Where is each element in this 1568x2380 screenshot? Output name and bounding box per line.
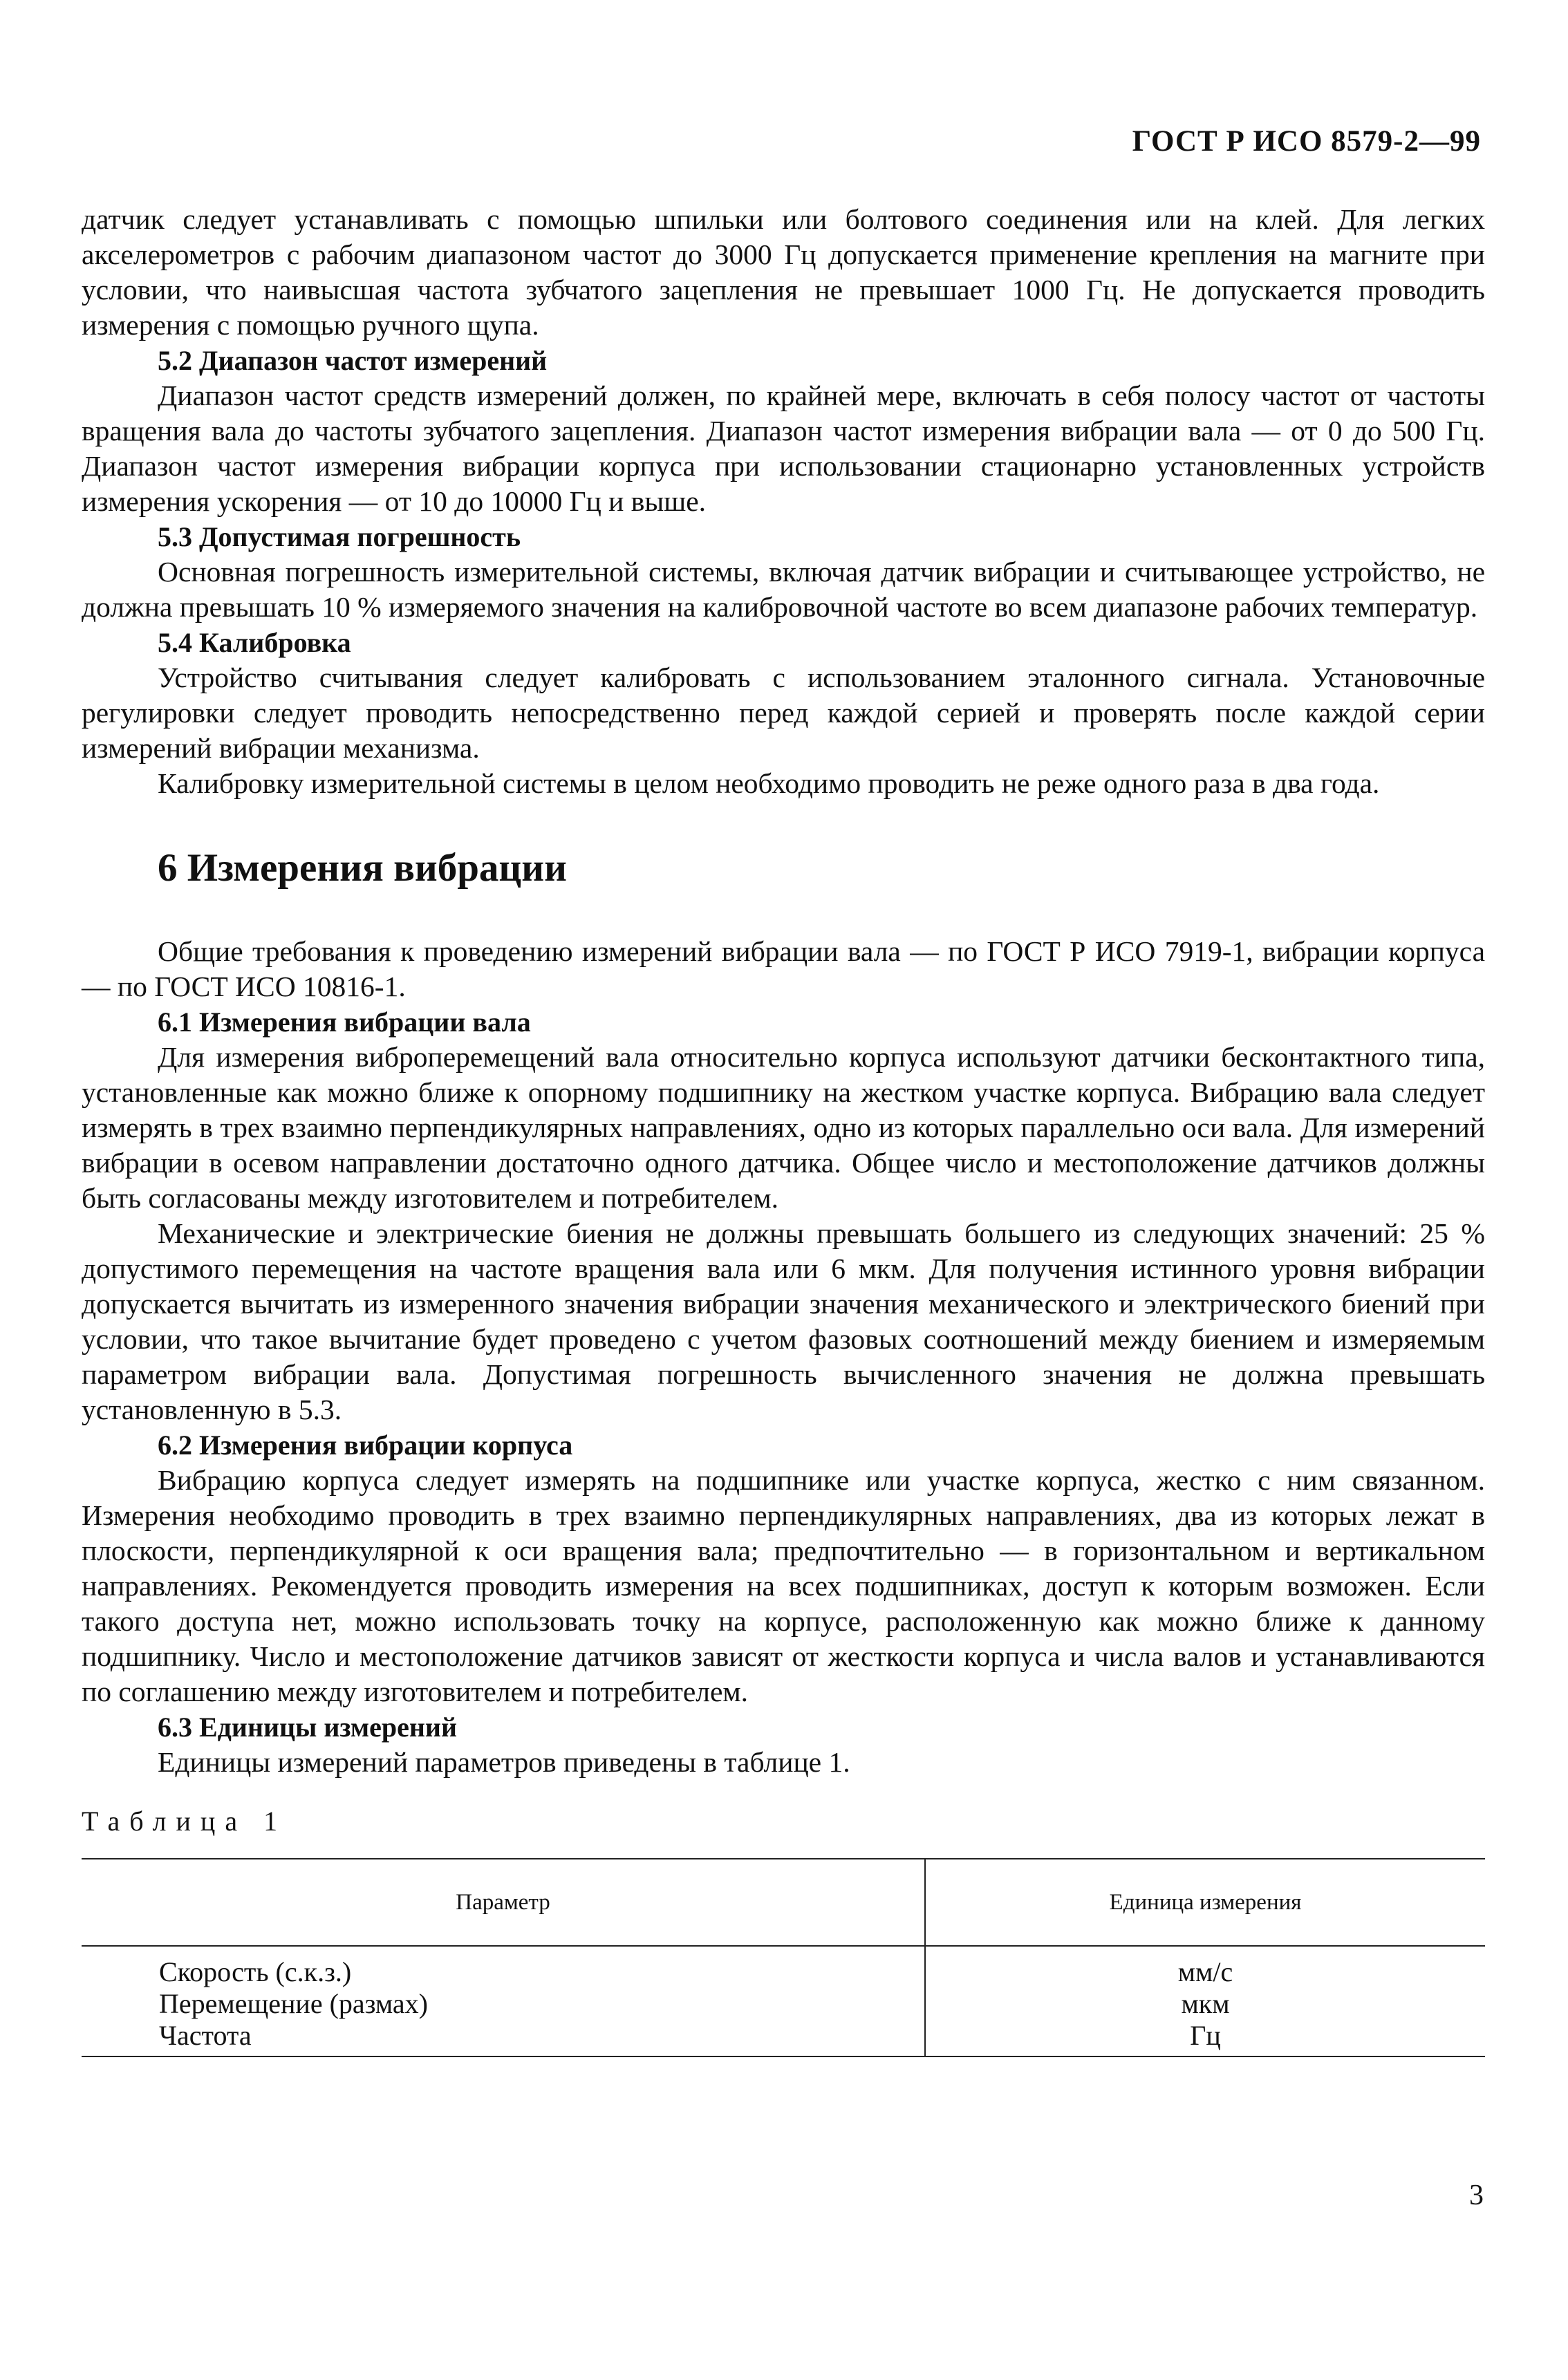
page-number: 3 bbox=[1469, 2180, 1484, 2211]
table-caption: Таблица 1 bbox=[82, 1806, 288, 1837]
section-6-2-heading: 6.2 Измерения вибрации корпуса bbox=[158, 1430, 573, 1461]
section-5-2-heading: 5.2 Диапазон частот измерений bbox=[158, 345, 548, 376]
unit-frequency: Гц bbox=[1190, 2020, 1221, 2051]
section-5-3-heading: 5.3 Допустимая погрешность bbox=[158, 521, 521, 552]
section-spacer bbox=[82, 892, 1485, 934]
table-row bbox=[82, 1946, 1485, 2056]
section-5-4-text-1: Устройство считывания следует калибровать с использованием эталонного сигнала. Установочные регулировки следует проводить непосредственно перед каждой серией и проверять после каждой серии измерений вибрации механизма. bbox=[82, 662, 1485, 764]
section-5-3-text: Основная погрешность измерительной системы, включая датчик вибрации и считывающее устройство, не должна превышать 10 % измеряемого значения на калибровочной частоте во всем диапазоне рабочих температур. bbox=[82, 556, 1485, 623]
units-table bbox=[82, 1858, 1485, 2057]
section-5-4-heading: 5.4 Калибровка bbox=[158, 627, 351, 658]
document-body bbox=[82, 202, 1485, 2057]
table-header-row bbox=[82, 1859, 1485, 1946]
section-6-1-heading: 6.1 Измерения вибрации вала bbox=[158, 1006, 531, 1038]
table-unit-cell bbox=[925, 1946, 1485, 2056]
section-6-3-text: Единицы измерений параметров приведены в таблице 1. bbox=[158, 1746, 850, 1778]
unit-displacement: мкм bbox=[1181, 1988, 1230, 2019]
parameter-frequency: Частота bbox=[159, 2020, 252, 2051]
section-6-3-heading: 6.3 Единицы измерений bbox=[158, 1712, 458, 1743]
table-header-parameter: Параметр bbox=[82, 1859, 925, 1946]
parameter-velocity: Скорость (с.к.з.) bbox=[159, 1956, 352, 1987]
section-5-4-text-2: Калибровку измерительной системы в целом необходимо проводить не реже одного раза в два года. bbox=[158, 767, 1380, 799]
table-parameter-cell bbox=[82, 1946, 925, 2056]
section-6-1-text-1: Для измерения виброперемещений вала относительно корпуса используют датчики бесконтактного типа, установленные как можно ближе к опорному подшипнику на жестком участке корпуса. Вибрацию вала следует измерять в трех взаимно перпендикулярных направлениях, одно из которых параллельно оси вала. Для измерений вибрации в осевом направлении достаточно одного датчика. Общее число и местоположение датчиков должны быть согласованы между изготовителем и потребителем. bbox=[82, 1041, 1485, 1214]
section-6-2-text: Вибрацию корпуса следует измерять на подшипнике или участке корпуса, жестко с ним связанном. Измерения необходимо проводить в трех взаимно перпендикулярных направлениях, два из которых лежат в плоскости, перпендикулярной к оси вращения вала; предпочтительно — в горизонтальном и вертикальном направлениях. Рекомендуется проводить измерения на всех подшипниках, доступ к которым возможен. Если такого доступа нет, можно использовать точку на корпусе, расположенную как можно ближе к данному подшипнику. Число и местоположение датчиков зависят от жесткости корпуса и числа валов и устанавливаются по соглашению между изготовителем и потребителем. bbox=[82, 1464, 1485, 1707]
parameter-displacement: Перемещение (размах) bbox=[159, 1988, 429, 2019]
table-header-unit: Единица измерения bbox=[925, 1859, 1485, 1946]
section-6-text: Общие требования к проведению измерений вибрации вала — по ГОСТ Р ИСО 7919-1, вибрации корпуса — по ГОСТ ИСО 10816-1. bbox=[82, 935, 1485, 1002]
unit-velocity: мм/с bbox=[1177, 1956, 1233, 1987]
section-6-1-text-2: Механические и электрические биения не должны превышать большего из следующих значений: 25 % допустимого перемещения на частоте вращения вала или 6 мкм. Для получения истинного уровня вибрации допускается вычитать из измеренного значения вибрации значения механического и электрического биений при условии, что такое вычитание будет проведено с учетом фазовых соотношений между биением и измеряемым параметром вибрации вала. Допустимая погрешность вычисленного значения не должна превышать установленную в 5.3. bbox=[82, 1217, 1485, 1425]
section-5-2-text: Диапазон частот средств измерений должен, по крайней мере, включать в себя полосу частот от частоты вращения вала до частоты зубчатого зацепления. Диапазон частот измерения вибрации вала — от 0 до 500 Гц. Диапазон частот измерения вибрации корпуса при использовании стационарно установленных устройств измерения ускорения — от 10 до 10000 Гц и выше. bbox=[82, 380, 1485, 517]
document-header: ГОСТ Р ИСО 8579-2—99 bbox=[1132, 125, 1481, 158]
intro-paragraph: датчик следует устанавливать с помощью шпильки или болтового соединения или на клей. Для легких акселерометров с рабочим диапазоном частот до 3000 Гц допускается применение крепления на магните при условии, что наивысшая частота зубчатого зацепления не превышает 1000 Гц. Не допускается проводить измерения с помощью ручного щупа. bbox=[82, 203, 1485, 341]
section-6-heading: 6 Измерения вибрации bbox=[158, 846, 567, 890]
